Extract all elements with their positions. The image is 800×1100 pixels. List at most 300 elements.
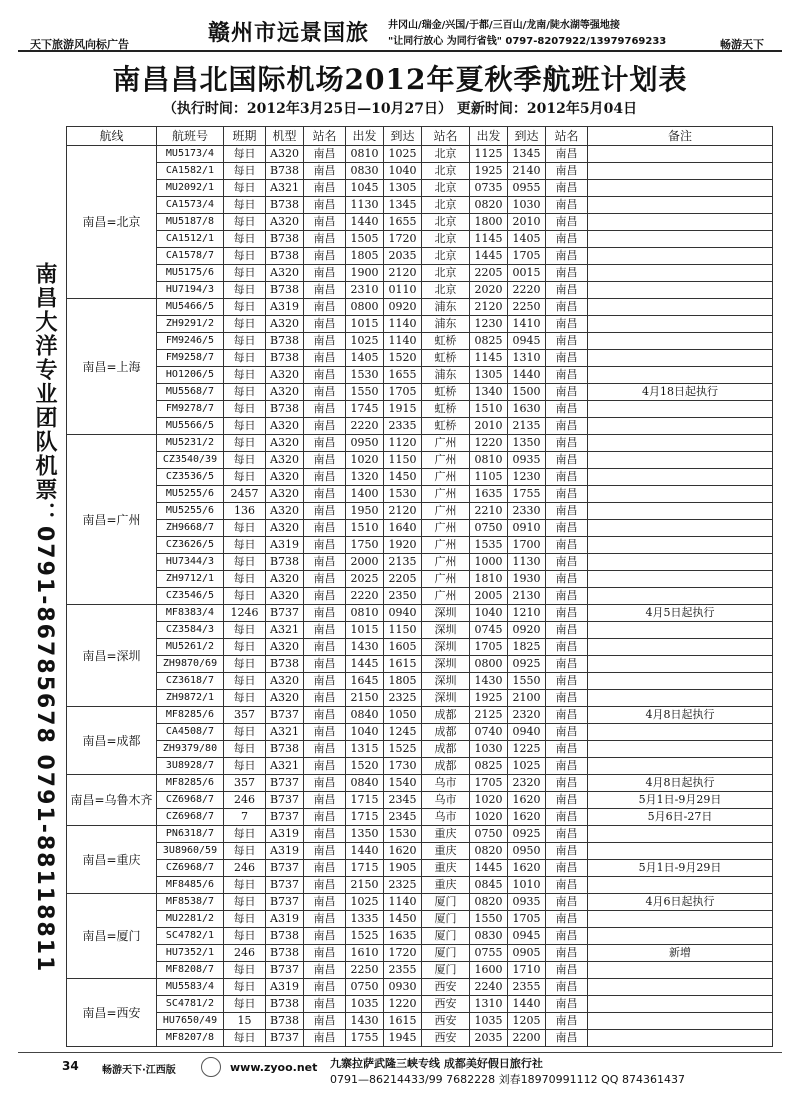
table-row (67, 554, 773, 571)
note-cell (588, 622, 773, 639)
table-cell: 南昌 (304, 231, 346, 248)
table-cell: 1635 (384, 928, 422, 945)
table-cell: 1130 (346, 197, 384, 214)
table-cell: MU5566/5 (157, 418, 224, 435)
route-cell: 南昌=广州 (67, 435, 157, 605)
table-cell: 2020 (470, 282, 508, 299)
table-cell: 0945 (508, 928, 546, 945)
table-row (67, 248, 773, 265)
table-cell: 广州 (422, 520, 470, 537)
table-cell: 0950 (508, 843, 546, 860)
table-cell: 2120 (470, 299, 508, 316)
note-cell (588, 418, 773, 435)
table-row (67, 299, 773, 316)
table-cell: 每日 (224, 384, 266, 401)
table-row (67, 180, 773, 197)
table-cell: B738 (266, 163, 304, 180)
table-cell: 每日 (224, 911, 266, 928)
table-cell: 南昌 (546, 333, 588, 350)
table-cell: 浦东 (422, 299, 470, 316)
table-cell: 每日 (224, 673, 266, 690)
table-cell: 1405 (508, 231, 546, 248)
table-cell: 1150 (384, 452, 422, 469)
table-cell: CA1582/1 (157, 163, 224, 180)
table-cell: 南昌 (304, 265, 346, 282)
table-cell: 南昌 (546, 350, 588, 367)
table-cell: 1950 (346, 503, 384, 520)
table-cell: 南昌 (304, 707, 346, 724)
table-cell: 南昌 (304, 180, 346, 197)
table-cell: 北京 (422, 265, 470, 282)
table-cell: CZ3546/5 (157, 588, 224, 605)
table-row (67, 690, 773, 707)
table-cell: 1210 (508, 605, 546, 622)
table-cell: 0940 (384, 605, 422, 622)
table-cell: 虹桥 (422, 384, 470, 401)
table-cell: 0910 (508, 520, 546, 537)
table-cell: 南昌 (304, 248, 346, 265)
table-cell: 1000 (470, 554, 508, 571)
table-cell: 2125 (470, 707, 508, 724)
table-cell: 南昌 (304, 452, 346, 469)
table-cell: MF8207/8 (157, 1030, 224, 1047)
table-cell: SC4781/2 (157, 996, 224, 1013)
table-cell: 南昌 (304, 503, 346, 520)
column-header: 站名 (304, 127, 346, 146)
table-cell: 1025 (508, 758, 546, 775)
table-cell: 北京 (422, 231, 470, 248)
table-cell: 246 (224, 945, 266, 962)
table-cell: 每日 (224, 1030, 266, 1047)
table-row (67, 486, 773, 503)
table-cell: 1540 (384, 775, 422, 792)
table-cell: 每日 (224, 367, 266, 384)
table-cell: 南昌 (546, 180, 588, 197)
table-cell: FM9246/5 (157, 333, 224, 350)
table-row (67, 962, 773, 979)
table-cell: 2005 (470, 588, 508, 605)
table-cell: B738 (266, 333, 304, 350)
table-cell: CA1512/1 (157, 231, 224, 248)
table-cell: 南昌 (304, 656, 346, 673)
table-cell: 2035 (470, 1030, 508, 1047)
table-cell: HU7344/3 (157, 554, 224, 571)
table-cell: 每日 (224, 639, 266, 656)
note-cell (588, 826, 773, 843)
table-cell: 南昌 (304, 418, 346, 435)
table-cell: 0810 (346, 605, 384, 622)
table-cell: 1620 (508, 792, 546, 809)
table-cell: 1220 (384, 996, 422, 1013)
table-cell: 1535 (470, 537, 508, 554)
table-cell: 南昌 (546, 996, 588, 1013)
table-cell: 0825 (470, 758, 508, 775)
table-cell: B737 (266, 860, 304, 877)
table-cell: 南昌 (546, 197, 588, 214)
table-cell: 南昌 (546, 418, 588, 435)
note-cell (588, 911, 773, 928)
table-cell: 3U8928/7 (157, 758, 224, 775)
table-cell: 南昌 (546, 656, 588, 673)
table-cell: 南昌 (546, 979, 588, 996)
table-cell: 1105 (470, 469, 508, 486)
table-row (67, 350, 773, 367)
table-cell: 1145 (470, 350, 508, 367)
table-cell: 0830 (346, 163, 384, 180)
table-cell: B738 (266, 231, 304, 248)
table-cell: HU7650/49 (157, 1013, 224, 1030)
table-cell: 南昌 (546, 809, 588, 826)
table-cell: 0925 (508, 656, 546, 673)
table-cell: 南昌 (546, 401, 588, 418)
table-cell: 1615 (384, 1013, 422, 1030)
table-cell: 每日 (224, 520, 266, 537)
table-cell: 乌市 (422, 809, 470, 826)
table-row (67, 333, 773, 350)
table-cell: 2200 (508, 1030, 546, 1047)
table-cell: 南昌 (304, 367, 346, 384)
table-cell: 2025 (346, 571, 384, 588)
table-cell: 1520 (384, 350, 422, 367)
table-cell: 每日 (224, 401, 266, 418)
note-cell (588, 996, 773, 1013)
table-cell: 1140 (384, 894, 422, 911)
table-row (67, 469, 773, 486)
table-cell: 0745 (470, 622, 508, 639)
note-cell (588, 248, 773, 265)
table-cell: 西安 (422, 1030, 470, 1047)
table-cell: 2320 (508, 775, 546, 792)
table-cell: HU7352/1 (157, 945, 224, 962)
table-cell: 0750 (470, 520, 508, 537)
table-cell: 南昌 (304, 979, 346, 996)
table-cell: 南昌 (304, 843, 346, 860)
table-cell: MU5231/2 (157, 435, 224, 452)
table-cell: 1620 (508, 809, 546, 826)
table-cell: A321 (266, 758, 304, 775)
table-cell: 每日 (224, 435, 266, 452)
table-cell: 重庆 (422, 860, 470, 877)
table-cell: 2457 (224, 486, 266, 503)
table-cell: 虹桥 (422, 401, 470, 418)
table-cell: 2250 (508, 299, 546, 316)
table-cell: 0955 (508, 180, 546, 197)
table-cell: 南昌 (546, 231, 588, 248)
table-cell: 南昌 (304, 690, 346, 707)
table-cell: 南昌 (546, 707, 588, 724)
table-cell: 1520 (346, 758, 384, 775)
table-cell: 南昌 (546, 248, 588, 265)
route-cell: 南昌=深圳 (67, 605, 157, 707)
table-cell: 3U8960/59 (157, 843, 224, 860)
table-cell: 1450 (384, 469, 422, 486)
table-cell: 南昌 (304, 571, 346, 588)
table-cell: 1410 (508, 316, 546, 333)
table-row (67, 877, 773, 894)
table-cell: 1645 (346, 673, 384, 690)
table-cell: 南昌 (546, 299, 588, 316)
table-cell: 1040 (346, 724, 384, 741)
table-cell: 1505 (346, 231, 384, 248)
table-cell: 1510 (346, 520, 384, 537)
table-cell: 0820 (470, 843, 508, 860)
table-cell: 南昌 (304, 928, 346, 945)
table-cell: 2240 (470, 979, 508, 996)
table-cell: 南昌 (546, 741, 588, 758)
table-cell: 南昌 (304, 299, 346, 316)
table-cell: 每日 (224, 469, 266, 486)
table-cell: MU5568/7 (157, 384, 224, 401)
table-cell: 1245 (384, 724, 422, 741)
column-header: 到达 (384, 127, 422, 146)
table-row (67, 231, 773, 248)
table-row (67, 401, 773, 418)
note-cell (588, 316, 773, 333)
table-cell: 1550 (470, 911, 508, 928)
table-cell: 1450 (384, 911, 422, 928)
table-row (67, 741, 773, 758)
page-number: 34 (62, 1059, 79, 1073)
table-cell: MU2092/1 (157, 180, 224, 197)
website-text: www.zyoo.net (230, 1061, 318, 1074)
table-cell: 1930 (508, 571, 546, 588)
table-cell: 1025 (346, 894, 384, 911)
table-cell: 南昌 (304, 877, 346, 894)
note-cell (588, 282, 773, 299)
note-cell (588, 979, 773, 996)
table-cell: 成都 (422, 724, 470, 741)
table-cell: 每日 (224, 894, 266, 911)
table-cell: 北京 (422, 197, 470, 214)
table-cell: 1345 (508, 146, 546, 163)
table-cell: 南昌 (546, 1013, 588, 1030)
table-cell: A319 (266, 299, 304, 316)
table-cell: 南昌 (546, 265, 588, 282)
table-cell: A320 (266, 265, 304, 282)
note-cell (588, 1013, 773, 1030)
table-cell: A320 (266, 418, 304, 435)
table-cell: 每日 (224, 962, 266, 979)
table-cell: 南昌 (304, 197, 346, 214)
table-cell: 南昌 (304, 588, 346, 605)
table-cell: 2355 (508, 979, 546, 996)
table-cell: 1020 (470, 809, 508, 826)
table-cell: 0740 (470, 724, 508, 741)
table-cell: 1335 (346, 911, 384, 928)
table-cell: 1510 (470, 401, 508, 418)
table-cell: 1530 (384, 486, 422, 503)
table-cell: B738 (266, 741, 304, 758)
table-row (67, 656, 773, 673)
table-cell: A320 (266, 367, 304, 384)
table-cell: 每日 (224, 316, 266, 333)
table-cell: 南昌 (304, 350, 346, 367)
table-cell: 每日 (224, 418, 266, 435)
table-cell: 1705 (470, 639, 508, 656)
page-title: 南昌昌北国际机场2012年夏秋季航班计划表 (112, 63, 688, 96)
table-cell: 南昌 (546, 758, 588, 775)
table-cell: 0110 (384, 282, 422, 299)
table-cell: 南昌 (546, 928, 588, 945)
table-cell: 西安 (422, 1013, 470, 1030)
table-cell: CZ3626/5 (157, 537, 224, 554)
table-cell: A320 (266, 690, 304, 707)
table-cell: 每日 (224, 299, 266, 316)
note-cell (588, 350, 773, 367)
table-cell: 1020 (346, 452, 384, 469)
table-row (67, 316, 773, 333)
table-cell: HO1206/5 (157, 367, 224, 384)
table-cell: 南昌 (546, 605, 588, 622)
table-cell: 深圳 (422, 673, 470, 690)
table-cell: 1620 (508, 860, 546, 877)
table-row (67, 809, 773, 826)
table-cell: 广州 (422, 435, 470, 452)
table-cell: 1345 (384, 197, 422, 214)
table-cell: 每日 (224, 588, 266, 605)
table-cell: 南昌 (546, 486, 588, 503)
column-header: 出发 (346, 127, 384, 146)
table-cell: 2345 (384, 809, 422, 826)
table-cell: CA1573/4 (157, 197, 224, 214)
table-cell: 1810 (470, 571, 508, 588)
table-cell: B737 (266, 962, 304, 979)
table-cell: 1140 (384, 316, 422, 333)
table-cell: 2135 (508, 418, 546, 435)
table-cell: 0800 (346, 299, 384, 316)
table-cell: 西安 (422, 979, 470, 996)
table-cell: A320 (266, 384, 304, 401)
table-cell: A320 (266, 503, 304, 520)
table-cell: 2010 (508, 214, 546, 231)
table-cell: 0820 (470, 894, 508, 911)
table-cell: B738 (266, 248, 304, 265)
table-cell: 每日 (224, 197, 266, 214)
table-cell: 1025 (384, 146, 422, 163)
table-cell: 1620 (384, 843, 422, 860)
table-cell: 南昌 (304, 673, 346, 690)
table-cell: ZH9668/7 (157, 520, 224, 537)
table-cell: 每日 (224, 248, 266, 265)
table-cell: 每日 (224, 146, 266, 163)
table-cell: 1020 (470, 792, 508, 809)
table-cell: A319 (266, 843, 304, 860)
flight-schedule-table (66, 126, 773, 1047)
table-cell: 南昌 (304, 741, 346, 758)
table-cell: 北京 (422, 282, 470, 299)
table-cell: 北京 (422, 180, 470, 197)
table-cell: MU5173/4 (157, 146, 224, 163)
note-cell (588, 452, 773, 469)
table-cell: 1405 (346, 350, 384, 367)
table-row (67, 384, 773, 401)
table-cell: 2210 (470, 503, 508, 520)
table-row (67, 503, 773, 520)
table-cell: 南昌 (546, 894, 588, 911)
table-cell: 南昌 (546, 690, 588, 707)
note-cell: 4月5日起执行 (588, 605, 773, 622)
table-cell: 西安 (422, 996, 470, 1013)
note-cell (588, 928, 773, 945)
table-cell: 1550 (508, 673, 546, 690)
table-cell: 1025 (346, 333, 384, 350)
table-cell: ZH9379/80 (157, 741, 224, 758)
table-cell: 重庆 (422, 877, 470, 894)
table-cell: 南昌 (304, 384, 346, 401)
table-cell: 每日 (224, 826, 266, 843)
note-cell (588, 163, 773, 180)
table-row (67, 996, 773, 1013)
table-cell: 0935 (508, 894, 546, 911)
table-cell: 1430 (470, 673, 508, 690)
table-cell: 南昌 (546, 452, 588, 469)
table-cell: 1430 (346, 639, 384, 656)
table-cell: MU2281/2 (157, 911, 224, 928)
table-cell: 每日 (224, 537, 266, 554)
table-cell: 1705 (470, 775, 508, 792)
table-cell: 深圳 (422, 622, 470, 639)
table-cell: 广州 (422, 571, 470, 588)
table-cell: 1045 (346, 180, 384, 197)
table-cell: 南昌 (304, 945, 346, 962)
table-row (67, 367, 773, 384)
table-cell: 北京 (422, 163, 470, 180)
table-cell: 乌市 (422, 775, 470, 792)
table-cell: B738 (266, 1013, 304, 1030)
table-cell: B738 (266, 945, 304, 962)
table-cell: 2135 (384, 554, 422, 571)
note-cell (588, 486, 773, 503)
route-cell: 南昌=上海 (67, 299, 157, 435)
note-cell: 新增 (588, 945, 773, 962)
table-cell: 广州 (422, 537, 470, 554)
table-cell: 每日 (224, 282, 266, 299)
table-cell: A320 (266, 214, 304, 231)
note-cell (588, 214, 773, 231)
note-cell (588, 197, 773, 214)
table-cell: 虹桥 (422, 418, 470, 435)
route-cell: 南昌=西安 (67, 979, 157, 1047)
table-cell: 成都 (422, 741, 470, 758)
table-cell: B738 (266, 282, 304, 299)
table-cell: 南昌 (304, 282, 346, 299)
table-cell: 1310 (470, 996, 508, 1013)
table-cell: 2355 (384, 962, 422, 979)
table-cell: 南昌 (304, 622, 346, 639)
table-cell: 2250 (346, 962, 384, 979)
table-cell: 1800 (470, 214, 508, 231)
table-cell: 1205 (508, 1013, 546, 1030)
table-cell: 南昌 (304, 554, 346, 571)
table-cell: A320 (266, 520, 304, 537)
table-cell: 2010 (470, 418, 508, 435)
table-cell: 1015 (346, 316, 384, 333)
magazine-logo-icon (201, 1057, 221, 1077)
footer (18, 1052, 782, 1093)
column-header: 到达 (508, 127, 546, 146)
table-cell: 1525 (346, 928, 384, 945)
table-cell: 广州 (422, 452, 470, 469)
table-cell: 每日 (224, 350, 266, 367)
table-cell: 南昌 (546, 843, 588, 860)
table-cell: 深圳 (422, 605, 470, 622)
table-cell: 虹桥 (422, 333, 470, 350)
table-cell: 1445 (470, 248, 508, 265)
note-cell: 5月6日-27日 (588, 809, 773, 826)
note-cell (588, 639, 773, 656)
note-cell (588, 146, 773, 163)
table-cell: 厦门 (422, 945, 470, 962)
